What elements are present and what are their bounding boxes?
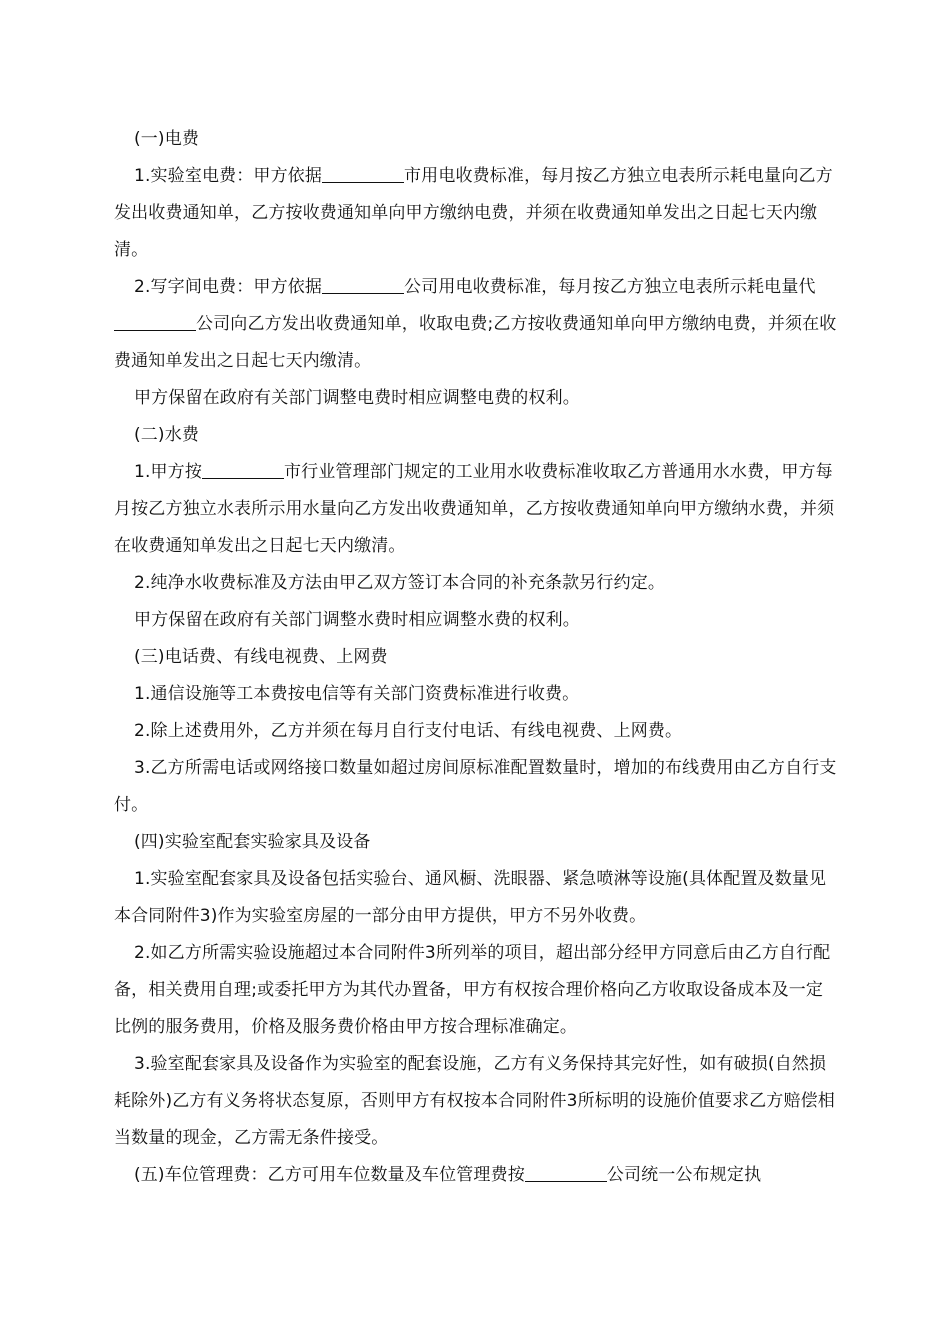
- paragraph-electricity-rights: 甲方保留在政府有关部门调整电费时相应调整电费的权利。: [134, 388, 580, 408]
- paragraph-office-electricity: [114, 269, 838, 380]
- paragraph-water-rights: 甲方保留在政府有关部门调整水费时相应调整水费的权利。: [134, 610, 580, 630]
- paragraph-telecom-1: 1.通信设施等工本费按电信等有关部门资费标准进行收费。: [134, 684, 580, 704]
- blank-field: [322, 275, 404, 294]
- section-heading-electricity: (一)电费: [134, 129, 200, 149]
- text: 1.实验室电费：甲方依据: [134, 166, 323, 186]
- text: 公司统一公布规定执: [606, 1165, 762, 1185]
- paragraph-telecom-2: 2.除上述费用外，乙方并须在每月自行支付电话、有线电视费、上网费。: [134, 721, 683, 741]
- blank-field: [202, 460, 284, 479]
- section-heading-water: (二)水费: [134, 425, 200, 445]
- paragraph-telecom-3: 3.乙方所需电话或网络接口数量如超过房间原标准配置数量时，增加的布线费用由乙方自行支付。: [114, 758, 837, 815]
- section-heading-lab-equipment: (四)实验室配套实验家具及设备: [134, 832, 371, 852]
- paragraph-equipment-2: 2.如乙方所需实验设施超过本合同附件3所列举的项目，超出部分经甲方同意后由乙方自行配备，相关费用自理;或委托甲方为其代办置备，甲方有权按合理价格向乙方收取设备成本及一定比例的服务费用，价格及服务费价格由甲方按合理标准确定。: [114, 943, 831, 1037]
- blank-field: [525, 1163, 607, 1182]
- text: 公司向乙方发出收费通知单，收取电费;乙方按收费通知单向甲方缴纳电费，并须在收费通知单发出之日起七天内缴清。: [114, 314, 837, 371]
- paragraph-equipment-3: 3.验室配套家具及设备作为实验室的配套设施，乙方有义务保持其完好性，如有破损(自然损耗除外)乙方有义务将状态复原，否则甲方有权按本合同附件3所标明的设施价值要求乙方赔偿相当数量的现金，乙方需无条件接受。: [114, 1054, 835, 1148]
- text: 公司用电收费标准，每月按乙方独立电表所示耗电量代: [404, 277, 816, 297]
- paragraph-equipment-1: 1.实验室配套家具及设备包括实验台、通风橱、洗眼器、紧急喷淋等设施(具体配置及数量见本合同附件3)作为实验室房屋的一部分由甲方提供，甲方不另外收费。: [114, 869, 827, 926]
- paragraph-water-fee: [114, 454, 838, 565]
- paragraph-lab-electricity: [114, 158, 838, 269]
- text: 1.甲方按: [134, 462, 202, 482]
- text: 市行业管理部门规定的工业用水收费标准收取乙方普通用水水费，甲方每月按乙方独立水表所示用水量向乙方发出收费通知单，乙方按收费通知单向甲方缴纳水费，并须在收费通知单发出之日起七天内缴清。: [114, 462, 835, 556]
- text: (五)车位管理费：乙方可用车位数量及车位管理费按: [134, 1165, 525, 1185]
- paragraph-parking-fee: [114, 1157, 838, 1194]
- text: 2.写字间电费：甲方依据: [134, 277, 323, 297]
- paragraph-purified-water: 2.纯净水收费标准及方法由甲乙双方签订本合同的补充条款另行约定。: [134, 573, 666, 593]
- text: 市用电收费标准，每月按乙方独立电表所示耗电量向乙方发出收费通知单，乙方按收费通知单向甲方缴纳电费，并须在收费通知单发出之日起七天内缴清。: [114, 166, 833, 260]
- section-heading-telecom: (三)电话费、有线电视费、上网费: [134, 647, 388, 667]
- blank-field: [322, 164, 404, 183]
- blank-field: [114, 312, 196, 331]
